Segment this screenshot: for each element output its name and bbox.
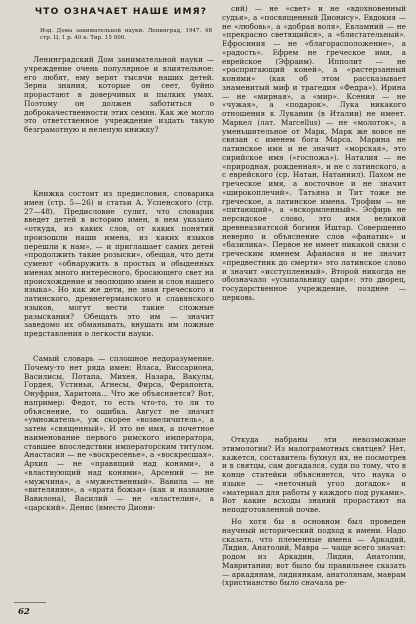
page-number-rule [14, 602, 46, 603]
page-number: 62 [18, 607, 30, 617]
review-title: ЧТО ОЗНАЧАЕТ НАШЕ ИМЯ? [34, 7, 208, 17]
paragraph: Книжка состоит из предисловия, словарика имен (стр. 5—26) и статьи А. Успенского (стр. 27—48). Предисловие сулит, что словарик введет детей в историю имен, в нем указано «откуда, из каких слов, от каких понятий произошли наши имена, из каких языков перешли к нам», — и приглашает самих детей «продолжить такие розыски», обещая, что дети сумеют «обнаружить в простых и обыденных именах много интересного, бросающего свет на происхождение и эволюцию имен и слов нашего языка». Но как же дети, не зная греческого и латинского, древнегерманского и славянского языков, могут вести такие сложные разыскания? Обещать это им — значит заведомо их обманывать, внушать им ложные представления о легкости науки. [24, 189, 214, 338]
paragraph: Откуда набраны эти невозможные этимологии? Из малограмотных святцев? Нет, кажется, составитель бухнул их, не посмотрев и в святцы, сам догадался, судя по тому, что в конце статейки объясняется, что наука о языке — «неточный угол догадок» и «материал для работы у каждого под руками». Вот какие всходы знаний прорастают на неподготовленной почве. [222, 435, 406, 514]
paragraph: сий) — не «свет» и не «вдохновенный судья», а «посвященный Дионису». Евдокия — не «любовь», а «добрая воля», Евламний — не «прекрасно светящийся», а «блистательный». Ефросиния — не «благорасположение», а «радость». Ефрем не греческое имя, а еврейское (Эфраим). Ипполит — не «распрягающий коней», а «растерзанный конями» (как об этом рассказывает знаменитый миф и трагедия «Федра»). Ирина — не «мирная», а «мир». Ксения — не «чужая», а «подарок». Лука никакого отношения к Лукании (в Италии) не имеет. Маркел (лат. Marcellus) — не «молоток», а уменьшительное от Марк, Марк же вовсе не связан с именем бога Марса. Марина не латинское имя и не значит «морская», это сирийское имя («госпожа»). Наталия — не «природная, рожденная», и не с латинского, а с еврейского (ср. Натан, Натаниил). Пахом не греческое имя, а восточное и не значит «широкоплечий». Татьяна и Тит тоже не греческое, а латинское имена. Трофим — не «питающий», а «вскормленный». Эсфирь не персидское слово, это имя великой древнеазиатской богини Иштар. Совершенно неверно и объяснение слов «фанатик» и «базилика». Первое не имеет никакой связи с греческим именем Афанасия и не значит «предвестник до смерти» это латинское слово и значит «исступленный». Второй никогда не обозначало «усыпальницу царя»: это дворец, государственное учреждение, позднее — церковь. [222, 4, 406, 302]
paragraph: Самый словарь — сплошное недоразумение. Почему-то нет ряда имен: Власа, Виссариона, Василисы, Потапа, Михея, Назара, Вакулы, Гордея, Устиньи, Агнесы, Фирса, Ферапонта, Онуфрия, Харитона... Что же объясняется? Вот, например: Федот, то есть что-то, то ли то объяснение, то ошибка. Август не значит «умножатель», уж скорее «возвеличитель», а затем «священный». И это не имя, а почетное наименование первого римского императора, ставшее впоследствии императорским титулом. Анастасия — не «воскресенье», а «воскресшая». Архип — не «правящий над конями», а «властвующий над конями», Арсений — не «мужчина», а «мужественный». Вавила — не «вителянин», а «врата божьи» (как и название Вавилона), Василий — не «властелин», а «царский». Денис (вместо Диони- [24, 354, 214, 512]
bibliographic-info: Изд. Дома занимательной науки. Ленинград, 1947. 48 стр. Ц. 1 р. 40 к. Тир. 15 000. [40, 28, 212, 41]
paragraph: Ленинградский Дом занимательной науки — учреждение очень популярное и влиятельное: его любят, ему верят тысячи наших детей. Зерна знания, которые он сеет, буйно прорастают в доверчивых и пылких умах. Поэтому он должен заботиться о доброкачественности этих семян. Как же могло это ответственное учреждение издать такую безграмотную и нелепую книжку? [24, 55, 214, 134]
paragraph: Но хотя бы в основном был проведен научный исторический подход к имени. Надо сказать, что племенные имена — Аркадий, Лидия, Анатолий, Мавра — чаще всего значат: родом из Аркадии, Лидии, Анатолии, Мавритании; вот было бы правильнее сказать — аркадянам, лидиянкам, анатолянам, маврам (христианство было сначала ре- [222, 517, 406, 588]
